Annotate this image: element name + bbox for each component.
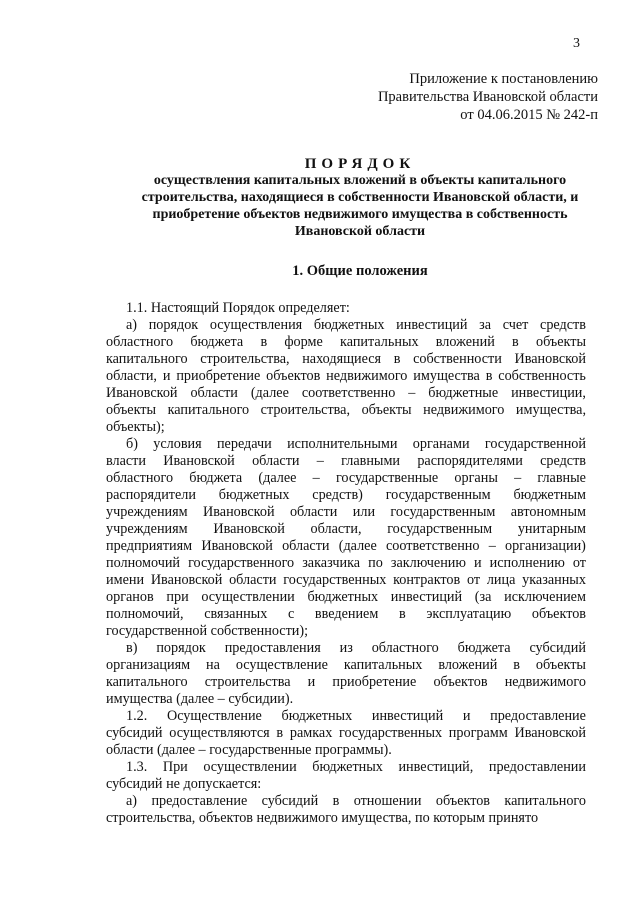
document-title: ПОРЯДОК [304,156,416,172]
document-subtitle [100,172,620,240]
annex-line: от 04.06.2015 № 242-п [460,107,598,123]
body-line: государственной собственности); [106,623,309,639]
body-line: а) предоставление субсидий в отношении объектов капитального [126,793,586,809]
body-line: 1.1. Настоящий Порядок определяет: [126,300,350,316]
body-line: органов при осуществлении бюджетных инвестиций (за исключением [106,589,586,605]
body-line: области, и приобретение объектов недвижимого имущества в собственность [106,368,586,384]
body-line: областного бюджета в форме капитальных вложений в объекты [106,334,586,350]
body-line: имени Ивановской области государственных контрактов от лица указанных [106,572,586,588]
page-number: 3 [573,36,580,51]
body-line: области (далее – государственные программы). [106,742,392,758]
body-line: полномочий, связанных с введением в эксплуатацию объектов [106,606,586,622]
body-line: капитального строительства, находящиеся в собственности Ивановской [106,351,586,367]
body-line: строительства, объектов недвижимого имущества, по которым принято [106,810,539,826]
annex-line: Приложение к постановлению [409,71,598,87]
body-line: б) условия передачи исполнительными органами государственной [126,436,586,452]
annex-header [278,70,598,124]
body-text [106,300,586,827]
body-line: в) порядок предоставления из областного бюджета субсидий [126,640,586,656]
body-line: субсидий не допускается: [106,776,262,792]
body-line: предприятиям Ивановской области (далее соответственно – организации) [106,538,586,554]
body-line: субсидий осуществляются в рамках государственных программ Ивановской [106,725,586,741]
body-line: Ивановской области (далее соответственно – бюджетные инвестиции, [106,385,586,401]
body-line: власти Ивановской области – главными распорядителями средств [106,453,586,469]
body-line: учреждениям Ивановской области, государственным унитарным [106,521,586,537]
body-line: объекты капитального строительства, объекты недвижимого имущества, [106,402,586,418]
subtitle-line: Ивановской области [294,224,426,239]
body-line: объекты); [106,419,165,435]
body-line: а) порядок осуществления бюджетных инвестиций за счет средств [126,317,586,333]
body-line: организациям на осуществление капитальных вложений в объекты [106,657,586,673]
body-line: капитального строительства и приобретение объектов недвижимого [106,674,586,690]
body-line: распорядители бюджетных средств) государственным бюджетным [106,487,586,503]
subtitle-line: осуществления капитальных вложений в объекты капитального [153,173,567,188]
annex-line: Правительства Ивановской области [377,89,598,105]
section-heading: 1. Общие положения [292,263,428,279]
body-line: учреждениям Ивановской области или государственным автономным [106,504,586,520]
body-line: 1.3. При осуществлении бюджетных инвестиций, предоставлении [126,759,586,775]
subtitle-line: приобретение объектов недвижимого имущества в собственность [152,207,568,222]
body-line: имущества (далее – субсидии). [106,691,294,707]
subtitle-line: строительства, находящиеся в собственности Ивановской области, и [141,190,579,205]
body-line: 1.2. Осуществление бюджетных инвестиций и предоставление [126,708,586,724]
body-line: полномочий государственного заказчика по заключению и исполнению от [106,555,586,571]
body-line: областного бюджета (далее – государственные органы – главные [106,470,586,486]
